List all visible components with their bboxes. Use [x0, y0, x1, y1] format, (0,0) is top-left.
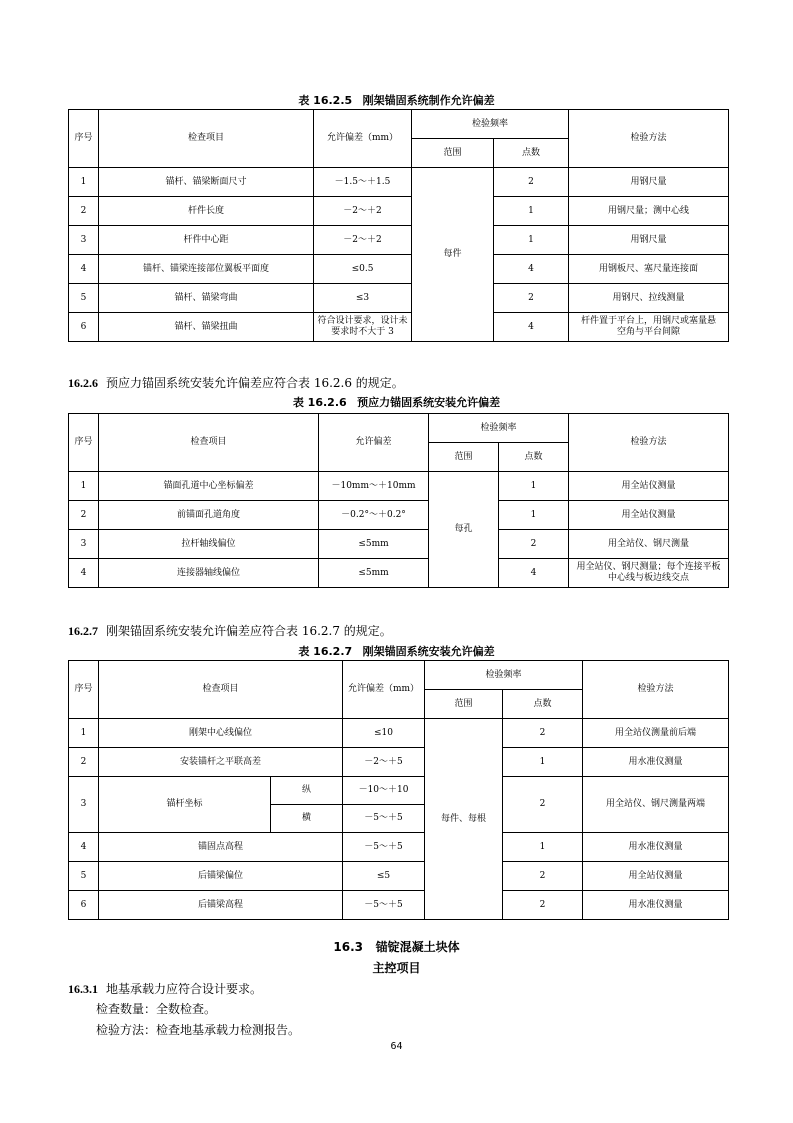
caption-title: 预应力锚固系统安装允许偏差 — [357, 396, 501, 409]
cell-index: 5 — [69, 862, 99, 891]
cell-item: 刚架中心线偏位 — [99, 719, 343, 748]
cell-item: 锚杆坐标 — [99, 777, 271, 833]
caption-title: 刚架锚固系统安装允许偏差 — [362, 645, 495, 658]
cell-scope: 每件 — [412, 168, 494, 342]
cell-method: 用全站仪、钢尺测量两端 — [583, 777, 729, 833]
cell-item: 杆件中心距 — [99, 226, 314, 255]
header-scope: 范围 — [425, 690, 503, 719]
cell-tolerance: －5～＋5 — [343, 833, 425, 862]
header-frequency: 检验频率 — [412, 110, 569, 139]
table-16-2-5-caption — [0, 92, 793, 108]
header-index: 序号 — [69, 414, 99, 472]
method-line: 杆件置于平台上，用钢尺或塞量悬 — [581, 316, 717, 326]
cell-index: 6 — [69, 891, 99, 920]
cell-index: 3 — [69, 226, 99, 255]
cell-method: 用全站仪测量 — [583, 862, 729, 891]
header-method: 检验方法 — [583, 661, 729, 719]
cell-item: 安装锚杆之平联高差 — [99, 748, 343, 777]
cell-tolerance: －5～＋5 — [343, 891, 425, 920]
cell-index: 4 — [69, 255, 99, 284]
header-item: 检查项目 — [99, 110, 314, 168]
header-index: 序号 — [69, 110, 99, 168]
table-16-2-7-caption — [0, 643, 793, 659]
method-line: 用全站仪、钢尺测量；每个连接平板 — [576, 562, 721, 572]
cell-tolerance: －10mm～＋10mm — [319, 472, 429, 501]
header-points: 点数 — [503, 690, 583, 719]
cell-method: 用水准仪测量 — [583, 891, 729, 920]
cell-tolerance: ≤0.5 — [314, 255, 412, 284]
cell-points: 2 — [494, 168, 569, 197]
inspection-method: 检验方法：检查地基承载力检测报告。 — [96, 1023, 301, 1037]
cell-tolerance: ≤10 — [343, 719, 425, 748]
cell-sub-item: 横 — [271, 805, 343, 833]
cell-points: 2 — [499, 530, 569, 559]
cell-index: 1 — [69, 719, 99, 748]
cell-tolerance: ≤5mm — [319, 559, 429, 588]
table-row — [69, 472, 729, 501]
table-row — [69, 891, 729, 920]
cell-method: 用全站仪测量前后端 — [583, 719, 729, 748]
header-frequency: 检验频率 — [429, 414, 569, 443]
table-row — [69, 777, 729, 805]
cell-method: 用水准仪测量 — [583, 748, 729, 777]
cell-method: 用全站仪测量 — [569, 472, 729, 501]
cell-tolerance: ≤3 — [314, 284, 412, 313]
cell-points: 4 — [494, 255, 569, 284]
method-line: 空角与平台间隙 — [617, 327, 681, 337]
section-number: 16.3 — [333, 940, 364, 954]
section-title — [0, 938, 793, 955]
cell-index: 4 — [69, 559, 99, 588]
cell-index: 2 — [69, 748, 99, 777]
cell-tolerance — [314, 313, 412, 342]
cell-item: 锚杆、锚梁扭曲 — [99, 313, 314, 342]
clause-number: 16.2.7 — [68, 624, 98, 638]
header-method: 检验方法 — [569, 414, 729, 472]
cell-method: 用钢尺、拉线测量 — [569, 284, 729, 313]
clause-text: 刚架锚固系统安装允许偏差应符合表 16.2.7 的规定。 — [106, 624, 392, 638]
cell-item: 锚固点高程 — [99, 833, 343, 862]
caption-number: 表 16.2.7 — [298, 645, 353, 658]
page-number: 64 — [390, 1041, 403, 1052]
cell-points: 2 — [494, 284, 569, 313]
cell-method: 用全站仪测量 — [569, 501, 729, 530]
cell-points: 2 — [503, 777, 583, 833]
header-scope: 范围 — [429, 443, 499, 472]
header-method: 检验方法 — [569, 110, 729, 168]
table-row — [69, 501, 729, 530]
method-line: 中心线与板边线交点 — [608, 573, 690, 583]
cell-method: 用钢尺量 — [569, 168, 729, 197]
clause-16-2-7 — [68, 622, 392, 639]
cell-tolerance: ≤5 — [343, 862, 425, 891]
cell-item: 锚杆、锚梁断面尺寸 — [99, 168, 314, 197]
cell-item: 前锚面孔道角度 — [99, 501, 319, 530]
cell-method: 用钢板尺、塞尺量连接面 — [569, 255, 729, 284]
table-16-2-6-caption — [0, 394, 793, 410]
cell-points: 1 — [503, 833, 583, 862]
cell-item: 杆件长度 — [99, 197, 314, 226]
cell-index: 1 — [69, 168, 99, 197]
cell-index: 6 — [69, 313, 99, 342]
cell-points: 1 — [499, 472, 569, 501]
cell-method: 用水准仪测量 — [583, 833, 729, 862]
table-16-2-5 — [68, 109, 729, 342]
cell-method: 用钢尺量；测中心线 — [569, 197, 729, 226]
cell-points: 2 — [503, 862, 583, 891]
cell-method — [569, 559, 729, 588]
table-row — [69, 226, 729, 255]
cell-tolerance: ≤5mm — [319, 530, 429, 559]
cell-index: 2 — [69, 501, 99, 530]
cell-tolerance: －5～＋5 — [343, 805, 425, 833]
cell-item: 连接器轴线偏位 — [99, 559, 319, 588]
cell-index: 5 — [69, 284, 99, 313]
table-16-2-6 — [68, 413, 729, 588]
table-16-2-7 — [68, 660, 729, 920]
cell-item: 锚面孔道中心坐标偏差 — [99, 472, 319, 501]
subsection-title: 主控项目 — [372, 961, 421, 975]
header-scope: 范围 — [412, 139, 494, 168]
section-name: 锚锭混凝土块体 — [375, 940, 460, 954]
cell-points: 1 — [494, 197, 569, 226]
cell-tolerance: －2～＋2 — [314, 226, 412, 255]
header-item: 检查项目 — [99, 661, 343, 719]
cell-points: 1 — [494, 226, 569, 255]
cell-index: 3 — [69, 530, 99, 559]
table-row — [69, 313, 729, 342]
header-tolerance: 允许偏差（mm） — [343, 661, 425, 719]
table-row — [69, 719, 729, 748]
cell-index: 1 — [69, 472, 99, 501]
header-item: 检查项目 — [99, 414, 319, 472]
cell-index: 3 — [69, 777, 99, 833]
cell-tolerance: －2～＋2 — [314, 197, 412, 226]
cell-method: 用钢尺量 — [569, 226, 729, 255]
cell-item: 锚杆、锚梁连接部位翼板平面度 — [99, 255, 314, 284]
clause-16-3-1 — [68, 980, 262, 997]
cell-tolerance: －1.5～＋1.5 — [314, 168, 412, 197]
cell-sub-item: 纵 — [271, 777, 343, 805]
header-tolerance: 允许偏差（mm） — [314, 110, 412, 168]
cell-points: 1 — [503, 748, 583, 777]
clause-number: 16.2.6 — [68, 376, 98, 390]
header-points: 点数 — [494, 139, 569, 168]
table-row — [69, 255, 729, 284]
cell-points: 2 — [503, 891, 583, 920]
tolerance-line: 要求时不大于 3 — [331, 327, 394, 337]
caption-title: 刚架锚固系统制作允许偏差 — [362, 94, 495, 107]
cell-scope: 每件、每根 — [425, 719, 503, 920]
header-tolerance: 允许偏差 — [319, 414, 429, 472]
cell-index: 2 — [69, 197, 99, 226]
table-row — [69, 530, 729, 559]
cell-method: 用全站仪、钢尺测量 — [569, 530, 729, 559]
table-row — [69, 559, 729, 588]
header-index: 序号 — [69, 661, 99, 719]
table-row — [69, 284, 729, 313]
table-row — [69, 748, 729, 777]
cell-points: 4 — [494, 313, 569, 342]
table-row — [69, 833, 729, 862]
header-frequency: 检验频率 — [425, 661, 583, 690]
cell-points: 2 — [503, 719, 583, 748]
caption-number: 表 16.2.6 — [292, 396, 347, 409]
cell-tolerance: －0.2°～＋0.2° — [319, 501, 429, 530]
cell-method — [569, 313, 729, 342]
cell-points: 4 — [499, 559, 569, 588]
clause-number: 16.3.1 — [68, 982, 98, 996]
caption-number: 表 16.2.5 — [298, 94, 353, 107]
inspection-quantity: 检查数量：全数检查。 — [96, 1002, 217, 1016]
cell-index: 4 — [69, 833, 99, 862]
table-row — [69, 168, 729, 197]
cell-tolerance: －2～＋5 — [343, 748, 425, 777]
table-row — [69, 197, 729, 226]
cell-item: 拉杆轴线偏位 — [99, 530, 319, 559]
cell-scope: 每孔 — [429, 472, 499, 588]
cell-item: 后锚梁高程 — [99, 891, 343, 920]
cell-tolerance: －10～＋10 — [343, 777, 425, 805]
tolerance-line: 符合设计要求，设计未 — [317, 316, 408, 326]
clause-text: 地基承载力应符合设计要求。 — [106, 982, 263, 996]
clause-text: 预应力锚固系统安装允许偏差应符合表 16.2.6 的规定。 — [106, 376, 404, 390]
cell-item: 锚杆、锚梁弯曲 — [99, 284, 314, 313]
table-row — [69, 862, 729, 891]
clause-16-2-6 — [68, 374, 404, 391]
cell-points: 1 — [499, 501, 569, 530]
header-points: 点数 — [499, 443, 569, 472]
cell-item: 后锚梁偏位 — [99, 862, 343, 891]
